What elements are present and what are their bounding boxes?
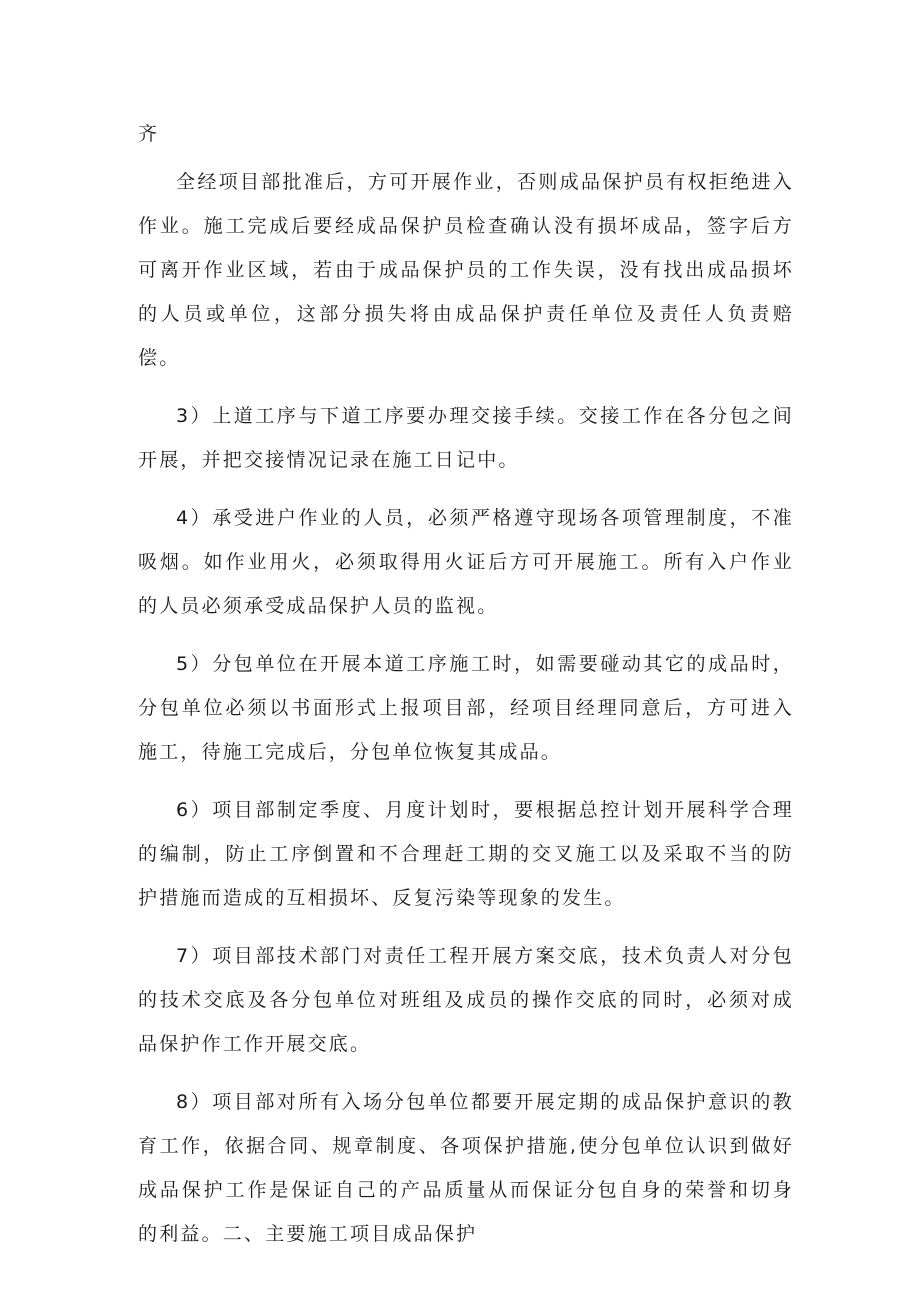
paragraph-item-7: 7）项目部技术部门对责任工程开展方案交底，技术负责人对分包的技术交底及各分包单位对班组及成员的操作交底的同时，必须对成品保护作工作开展交底。 — [138, 945, 794, 1055]
paragraph-approval: 全经项目部批准后，方可开展作业，否则成品保护员有权拒绝进入作业。施工完成后要经成品保护员检查确认没有损坏成品，签字后方可离开作业区域，若由于成品保护员的工作失误，没有找出成品损坏的人员或单位，这部分损失将由成品保护责任单位及责任人负责赔偿。 — [138, 171, 794, 369]
paragraph-item-5: 5）分包单位在开展本道工序施工时，如需要碰动其它的成品时，分包单位必须以书面形式上报项目部，经项目经理同意后，方可进入施工，待施工完成后，分包单位恢复其成品。 — [138, 653, 794, 763]
paragraph-item-6: 6）项目部制定季度、月度计划时，要根据总控计划开展科学合理的编制，防止工序倒置和不合理赶工期的交叉施工以及采取不当的防护措施而造成的互相损坏、反复污染等现象的发生。 — [138, 799, 794, 909]
paragraph-item-8: 8）项目部对所有入场分包单位都要开展定期的成品保护意识的教育工作，依据合同、规章制度、各项保护措施,使分包单位认识到做好成品保护工作是保证自己的产品质量从而保证分包自身的荣誉和切身的利益。二、主要施工项目成品保护 — [138, 1091, 794, 1245]
paragraph-item-3: 3）上道工序与下道工序要办理交接手续。交接工作在各分包之间开展，并把交接情况记录在施工日记中。 — [138, 405, 794, 471]
document-body — [138, 160, 794, 1270]
carryover-text: 齐 — [138, 123, 160, 145]
paragraph-item-4: 4）承受进户作业的人员，必须严格遵守现场各项管理制度，不准吸烟。如作业用火，必须取得用火证后方可开展施工。所有入户作业的人员必须承受成品保护人员的监视。 — [138, 507, 794, 617]
